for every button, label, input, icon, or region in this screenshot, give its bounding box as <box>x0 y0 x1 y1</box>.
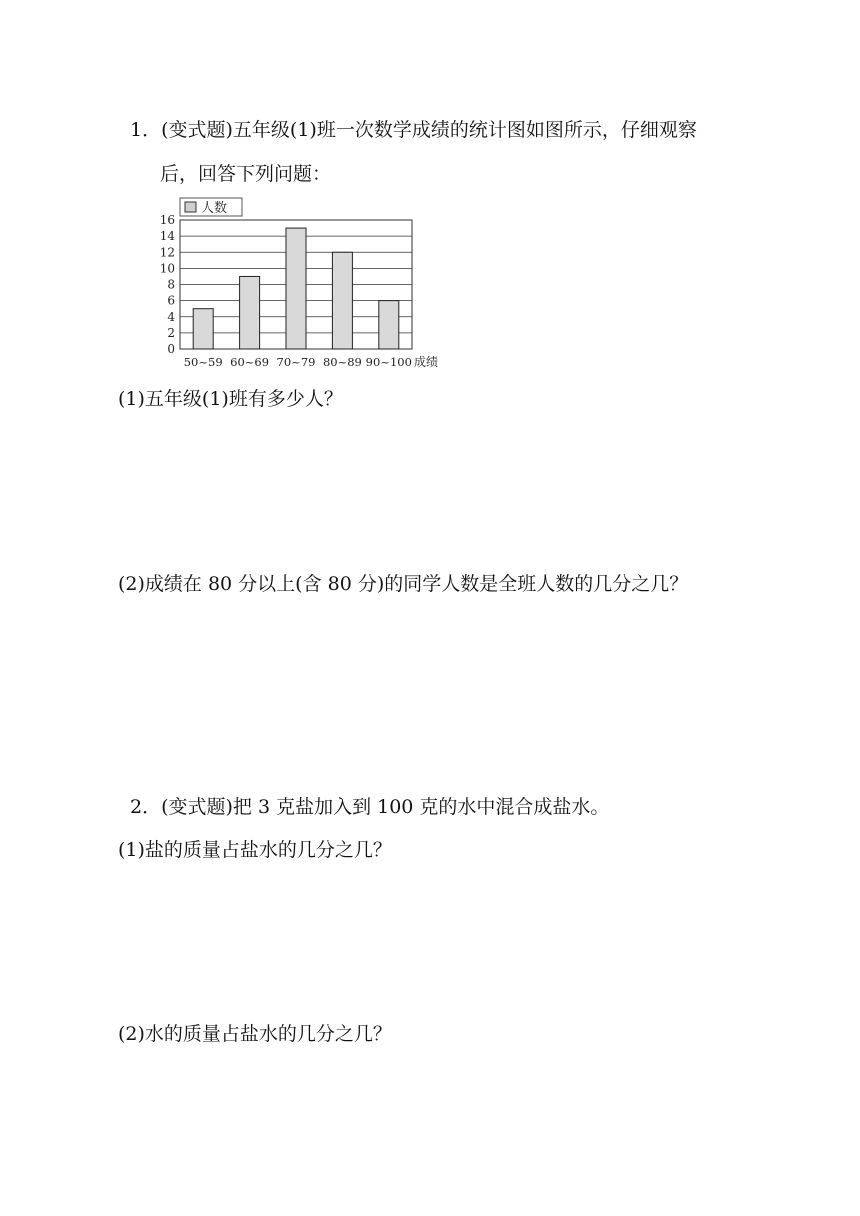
bar <box>193 309 213 349</box>
x-tick-label: 50~59 <box>183 355 223 369</box>
y-axis-ticks <box>160 213 176 356</box>
x-tick-label: 60~69 <box>230 355 270 369</box>
question-2-stem <box>130 795 609 819</box>
question-2-subquestion-1: (1)盐的质量占盐水的几分之几？ <box>118 839 392 861</box>
chart-legend <box>180 198 242 216</box>
x-tick-label: 70~79 <box>276 355 316 369</box>
question-2-subquestion-2: (2)水的质量占盐水的几分之几？ <box>118 1023 392 1045</box>
y-tick-label: 14 <box>159 229 175 244</box>
bar <box>286 228 306 349</box>
question-2-stem-text: (变式题)把 3 克盐加入到 100 克的水中混合成盐水。 <box>161 796 610 818</box>
y-tick-label: 4 <box>167 309 175 324</box>
y-tick-label: 16 <box>159 213 175 227</box>
question-2-number: 2． <box>130 796 162 818</box>
bar <box>332 252 352 349</box>
x-axis-label: 成绩 <box>414 355 439 369</box>
y-tick-label: 8 <box>167 277 175 292</box>
y-tick-label: 2 <box>167 325 175 340</box>
x-axis-ticks <box>184 354 438 369</box>
bar-chart-svg <box>150 192 460 377</box>
y-tick-label: 12 <box>159 245 175 260</box>
y-tick-label: 0 <box>167 342 175 356</box>
question-1-subquestion-2: (2)成绩在 80 分以上(含 80 分)的同学人数是全班人数的几分之几？ <box>118 573 689 595</box>
x-tick-label: 90~100 <box>365 355 412 369</box>
y-tick-label: 10 <box>159 261 175 276</box>
bar <box>379 301 399 349</box>
y-tick-label: 6 <box>167 293 175 308</box>
score-bar-chart <box>150 192 460 377</box>
legend-label: 人数 <box>201 201 228 216</box>
x-tick-label: 80~89 <box>322 355 362 369</box>
legend-swatch <box>185 202 196 212</box>
question-1-stem-continued: 后，回答下列问题： <box>160 163 332 185</box>
question-1-subquestion-1: (1)五年级(1)班有多少人？ <box>118 388 343 410</box>
question-1-number: 1． <box>130 119 162 141</box>
question-1-stem <box>130 118 697 142</box>
bar <box>240 276 260 349</box>
question-1-stem-text: (变式题)五年级(1)班一次数学成绩的统计图如图所示，仔细观察 <box>161 119 697 141</box>
chart-plot-area <box>180 220 412 349</box>
